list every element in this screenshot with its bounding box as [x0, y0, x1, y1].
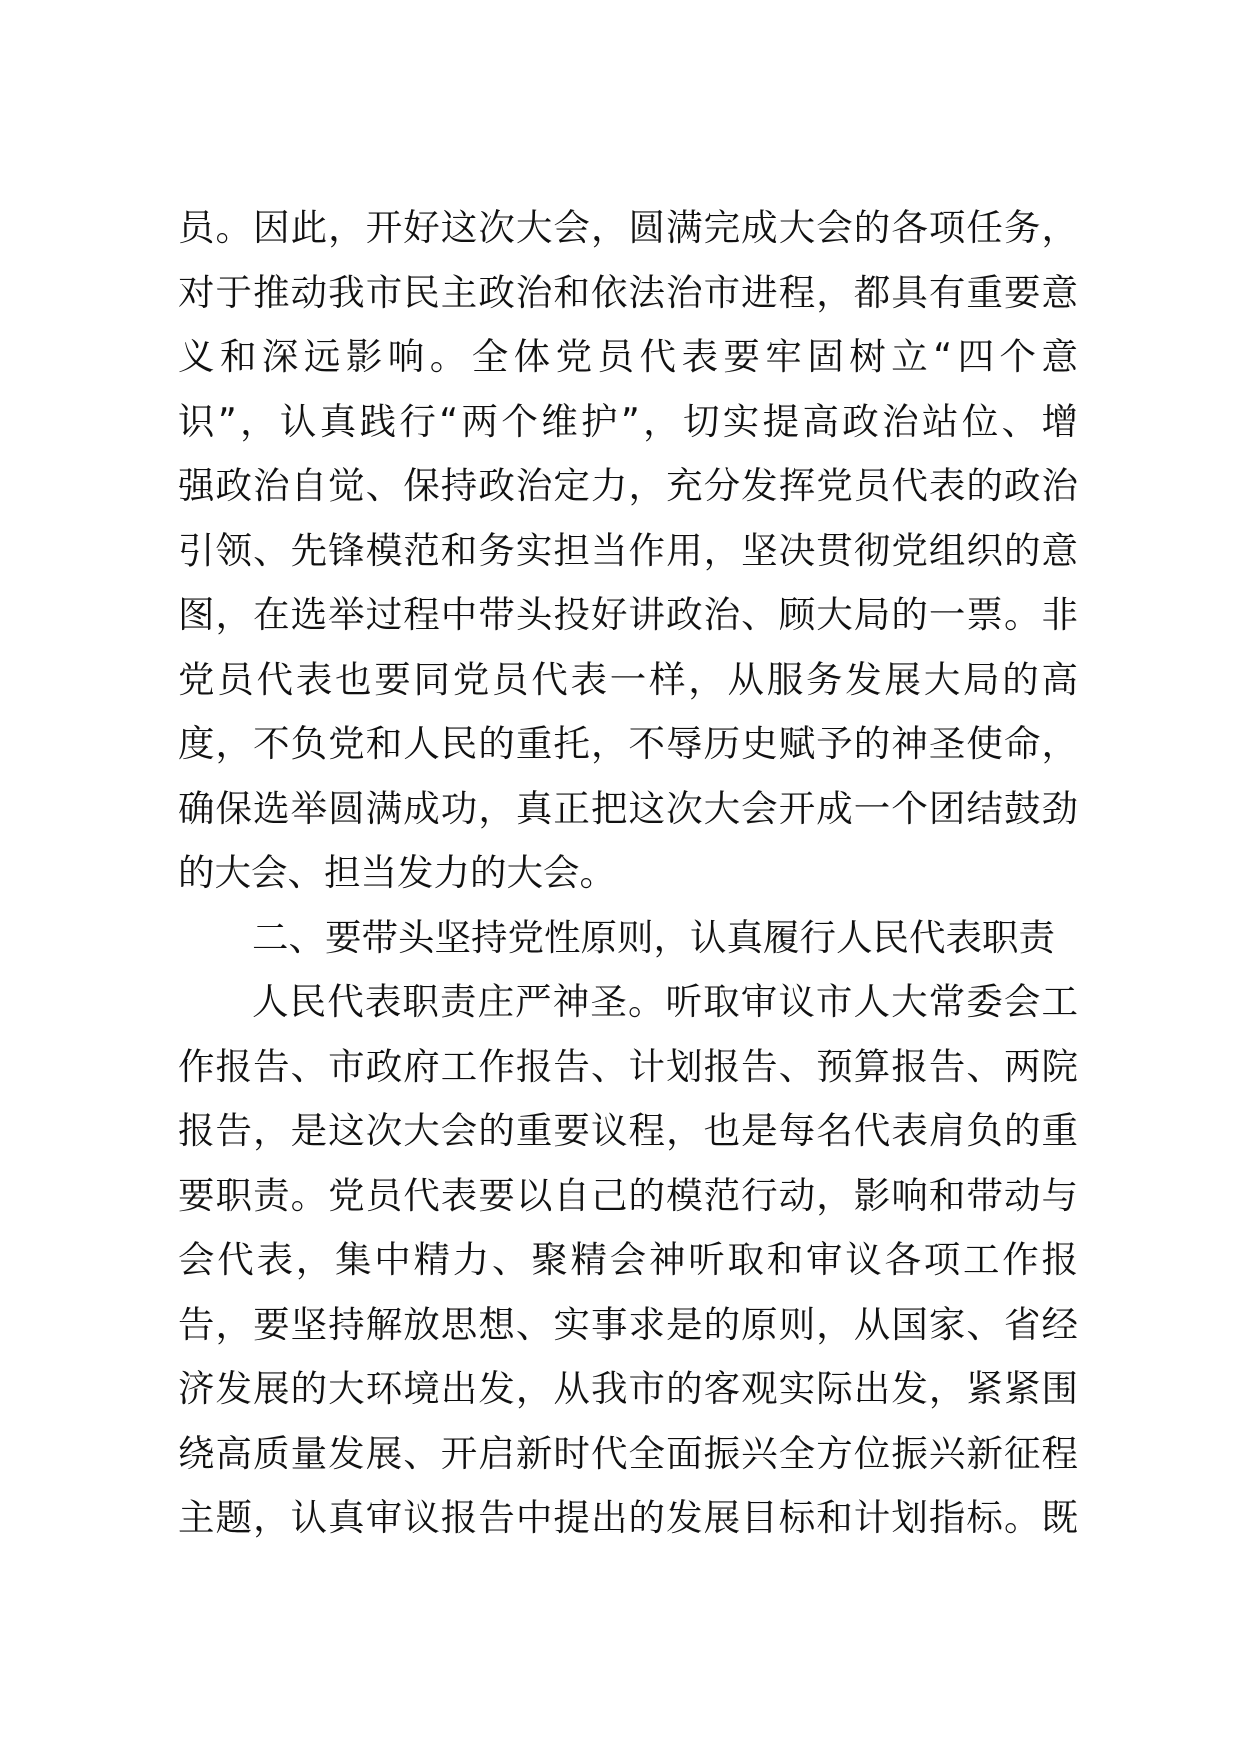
- text-line: 作报告、市政府工作报告、计划报告、预算报告、两院: [178, 1044, 1078, 1088]
- text-line: 识”，认真践行“两个维护”，切实提高政治站位、增: [178, 399, 1078, 443]
- text-line: 人民代表职责庄严神圣。听取审议市人大常委会工: [252, 980, 1078, 1023]
- document-body: [178, 196, 1078, 1551]
- text-line: 绕高质量发展、开启新时代全面振兴全方位振兴新征程: [178, 1431, 1078, 1475]
- section-heading: 二、要带头坚持党性原则，认真履行人民代表职责: [252, 915, 1055, 959]
- text-line: 主题，认真审议报告中提出的发展目标和计划指标。既: [178, 1496, 1078, 1539]
- text-line: 要职责。党员代表要以自己的模范行动，影响和带动与: [178, 1173, 1078, 1217]
- text-line: 的大会、担当发力的大会。: [178, 851, 616, 894]
- text-line: 引领、先锋模范和务实担当作用，坚决贯彻党组织的意: [178, 528, 1078, 572]
- text-line: 会代表，集中精力、聚精会神听取和审议各项工作报: [178, 1238, 1078, 1281]
- text-line: 济发展的大环境出发，从我市的客观实际出发，紧紧围: [178, 1367, 1078, 1410]
- text-line: 员。因此，开好这次大会，圆满完成大会的各项任务，: [178, 206, 1078, 249]
- text-line: 报告，是这次大会的重要议程，也是每名代表肩负的重: [178, 1109, 1078, 1152]
- text-line: 强政治自觉、保持政治定力，充分发挥党员代表的政治: [178, 464, 1078, 507]
- text-line: 度，不负党和人民的重托，不辱历史赋予的神圣使命，: [178, 722, 1078, 765]
- text-line: 告，要坚持解放思想、实事求是的原则，从国家、省经: [178, 1302, 1078, 1346]
- text-line: 义和深远影响。全体党员代表要牢固树立“四个意: [178, 335, 1078, 378]
- text-line: 确保选举圆满成功，真正把这次大会开成一个团结鼓劲: [178, 786, 1078, 830]
- text-line: 党员代表也要同党员代表一样，从服务发展大局的高: [178, 657, 1078, 701]
- text-line: 对于推动我市民主政治和依法治市进程，都具有重要意: [178, 270, 1078, 314]
- text-line: 图，在选举过程中带头投好讲政治、顾大局的一票。非: [178, 593, 1078, 636]
